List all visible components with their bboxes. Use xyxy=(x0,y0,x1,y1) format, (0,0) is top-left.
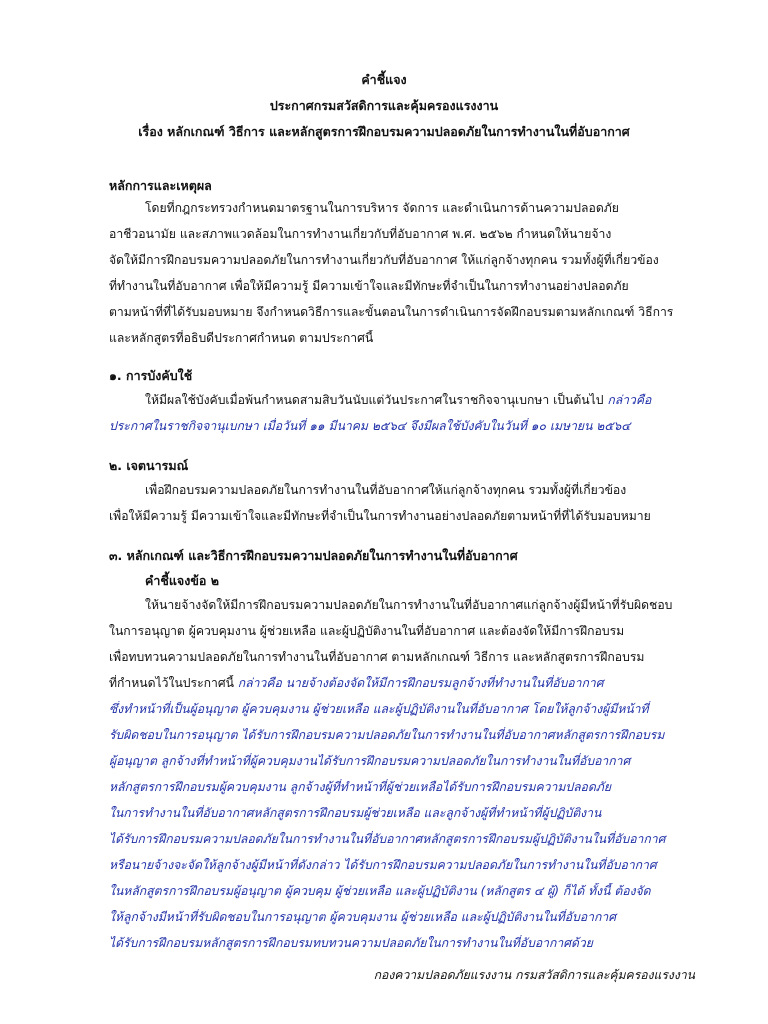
section-3-line xyxy=(109,675,695,691)
principle-line: ตามหน้าที่ที่ได้รับมอบหมาย จึงกำหนดวิธีการและขั้นตอนในการดำเนินการจัดฝึกอบรมตามหลักเกณฑ์ วิธีการ xyxy=(109,305,674,319)
section-3-line: ให้นายจ้างจัดให้มีการฝึกอบรมความปลอดภัยในการทำงานในที่อับอากาศแก่ลูกจ้างผู้มีหน้าที่รับผิดชอบ xyxy=(145,598,673,612)
principle-line: ที่ทำงานในที่อับอากาศ เพื่อให้มีความรู้ มีความเข้าใจและมีทักษะที่จำเป็นในการทำงานอย่างปลอดภัย xyxy=(109,279,629,293)
doc-heading-clarification: คำชี้แจง xyxy=(361,72,407,87)
section-3-note-line: ผู้อนุญาต ลูกจ้างที่ทำหน้าที่ผู้ควบคุมงานได้รับการฝึกอบรมความปลอดภัยในการทำงานในที่อับอากาศ xyxy=(109,754,631,768)
principle-line: โดยที่กฎกระทรวงกำหนดมาตรฐานในการบริหาร จัดการ และดำเนินการด้านความปลอดภัย xyxy=(145,201,619,215)
section-3-note-line: ในหลักสูตรการฝึกอบรมผู้อนุญาต ผู้ควบคุม ผู้ช่วยเหลือ และผู้ปฏิบัติงาน (หลักสูตร ๔ ผู้) ก็ได้ ทั้งนี้ ต้องจัด xyxy=(109,884,651,898)
section-3-note-line: หรือนายจ้างจะจัดให้ลูกจ้างผู้มีหน้าที่ดังกล่าว ได้รับการฝึกอบรมความปลอดภัยในการทำงานในที่อับอากาศ xyxy=(109,858,657,872)
principle-line: และหลักสูตรที่อธิบดีประกาศกำหนด ตามประกาศนี้ xyxy=(109,331,374,345)
section-2-line: เพื่อฝึกอบรมความปลอดภัยในการทำงานในที่อับอากาศให้แก่ลูกจ้างทุกคน รวมทั้งผู้ที่เกี่ยวข้อง xyxy=(145,483,627,497)
section-3-line: เพื่อทบทวนความปลอดภัยในการทำงานในที่อับอากาศ ตามหลักเกณฑ์ วิธีการ และหลักสูตรการฝึกอบรม xyxy=(109,650,645,664)
section-2-line: เพื่อให้มีความรู้ มีความเข้าใจและมีทักษะที่จำเป็นในการทำงานอย่างปลอดภัยตามหน้าที่ที่ได้รับมอบหมาย xyxy=(109,509,651,523)
section-3-note-line: หลักสูตรการฝึกอบรมผู้ควบคุมงาน ลูกจ้างผู้ที่ทำหน้าที่ผู้ช่วยเหลือได้รับการฝึกอบรมความปลอดภัย xyxy=(109,780,611,794)
section-3-subheading: คำชี้แจงข้อ ๒ xyxy=(145,573,219,588)
section-3-heading: ๓. หลักเกณฑ์ และวิธีการฝึกอบรมความปลอดภัยในการทำงานในที่อับอากาศ xyxy=(109,548,518,563)
doc-heading-subject: เรื่อง หลักเกณฑ์ วิธีการ และหลักสูตรการฝึกอบรมความปลอดภัยในการทำงานในที่อับอากาศ xyxy=(138,124,630,139)
principle-line: จัดให้มีการฝึกอบรมความปลอดภัยในการทำงานเกี่ยวกับที่อับอากาศ ให้แก่ลูกจ้างทุกคน รวมทั้งผู้ที่เกี่ยวข้อง xyxy=(109,253,659,267)
section-1-line xyxy=(145,392,695,408)
section-3-note-line: ได้รับการฝึกอบรมหลักสูตรการฝึกอบรมทบทวนความปลอดภัยในการทำงานในที่อับอากาศด้วย xyxy=(109,936,593,950)
doc-heading-announcement: ประกาศกรมสวัสดิการและคุ้มครองแรงงาน xyxy=(269,98,499,113)
section-3-note-line: ให้ลูกจ้างมีหน้าที่รับผิดชอบในการอนุญาต ผู้ควบคุมงาน ผู้ช่วยเหลือ และผู้ปฏิบัติงานในที่อับอากาศ xyxy=(109,910,616,924)
section-2-heading: ๒. เจตนารมณ์ xyxy=(109,458,189,473)
section-1-heading: ๑. การบังคับใช้ xyxy=(109,368,193,383)
section-3-note-line: รับผิดชอบในการอนุญาต ได้รับการฝึกอบรมความปลอดภัยในการทำงานในที่อับอากาศหลักสูตรการฝึกอบรม xyxy=(109,728,665,742)
section-1-text: ให้มีผลใช้บังคับเมื่อพ้นกำหนดสามสิบวันนับแต่วันประกาศในราชกิจจานุเบกษา เป็นต้นไป xyxy=(145,393,608,407)
section-3-note: กล่าวคือ นายจ้างต้องจัดให้มีการฝึกอบรมลูกจ้างที่ทำงานในที่อับอากาศ xyxy=(237,676,604,690)
section-1-note-line: ประกาศในราชกิจจานุเบกษา เมื่อวันที่ ๑๑ มีนาคม ๒๕๖๔ จึงมีผลใช้บังคับในวันที่ ๑๐ เมษายน ๒๕๖๔ xyxy=(109,419,631,433)
section-3-note-line: ในการทำงานในที่อับอากาศหลักสูตรการฝึกอบรมผู้ช่วยเหลือ และลูกจ้างผู้ที่ทำหน้าที่ผู้ปฏิบัติงาน xyxy=(109,806,602,820)
section-3-note-line: ซึ่งทำหน้าที่เป็นผู้อนุญาต ผู้ควบคุมงาน ผู้ช่วยเหลือ และผู้ปฏิบัติงานในที่อับอากาศ โดยให้ลูกจ้างผู้มีหน้าที่ xyxy=(109,702,649,716)
section-3-text: ที่กำหนดไว้ในประกาศนี้ xyxy=(109,676,238,690)
section-1-note: กล่าวคือ xyxy=(607,393,652,407)
section-3-note-line: ได้รับการฝึกอบรมความปลอดภัยในการทำงานในที่อับอากาศหลักสูตรการฝึกอบรมผู้ปฏิบัติงานในที่อับอากาศ xyxy=(109,832,666,846)
signature-line: กองความปลอดภัยแรงงาน กรมสวัสดิการและคุ้มครองแรงงาน xyxy=(373,968,695,982)
principle-heading: หลักการและเหตุผล xyxy=(109,178,212,193)
principle-line: อาชีวอนามัย และสภาพแวดล้อมในการทำงานเกี่ยวกับที่อับอากาศ พ.ศ. ๒๕๖๒ กำหนดให้นายจ้าง xyxy=(109,227,612,241)
section-3-line: ในการอนุญาต ผู้ควบคุมงาน ผู้ช่วยเหลือ และผู้ปฏิบัติงานในที่อับอากาศ และต้องจัดให้มีการฝึกอบรม xyxy=(109,624,625,638)
